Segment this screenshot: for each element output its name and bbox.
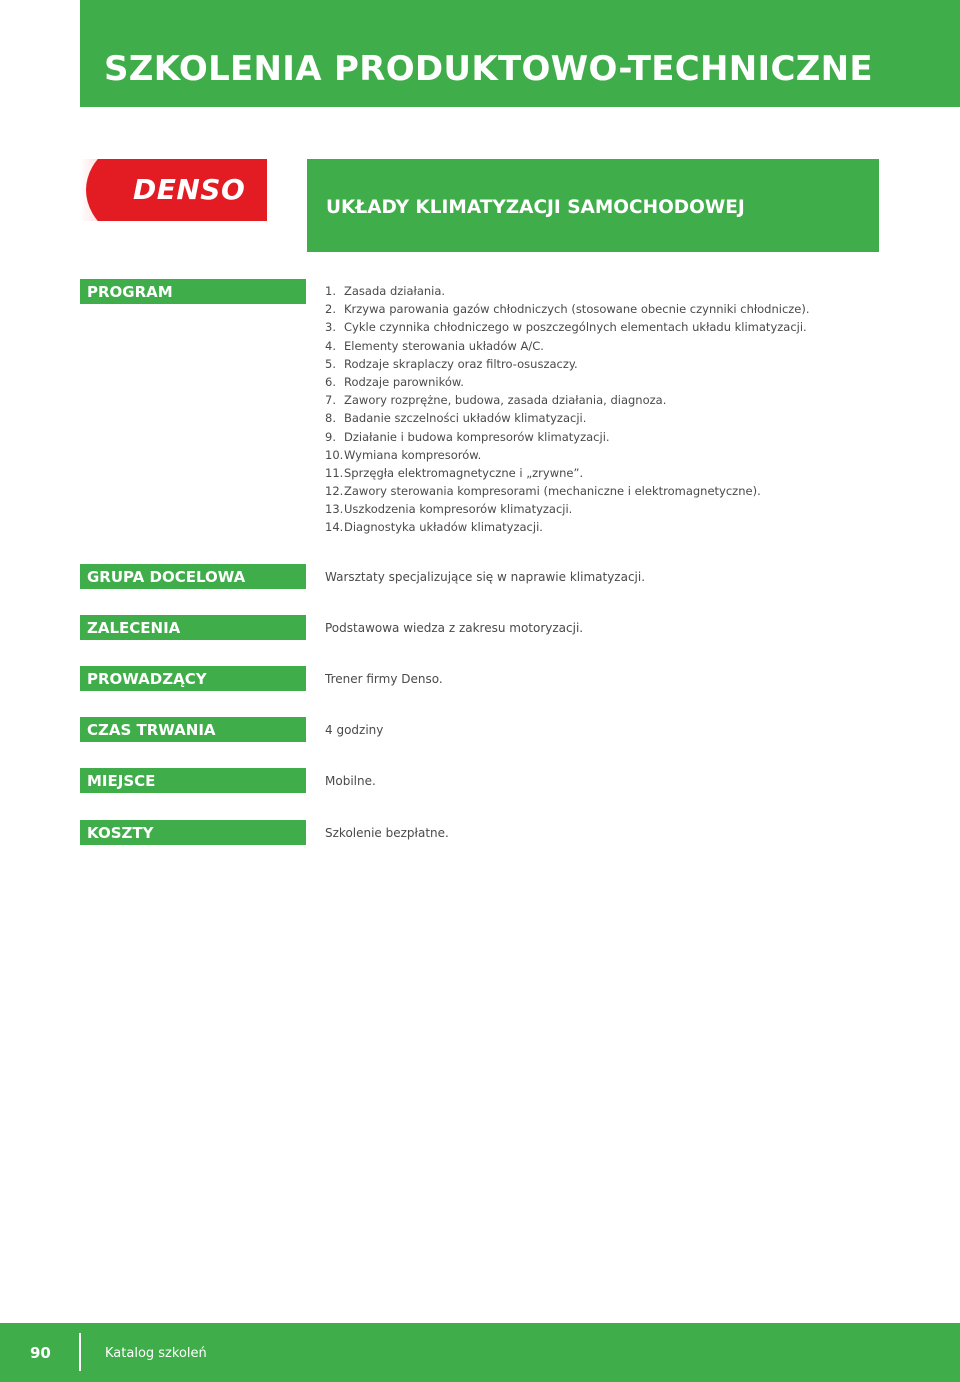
program-item-number: 4. <box>325 338 336 353</box>
recommendations-value: Podstawowa wiedza z zakresu motoryzacji. <box>325 621 584 635</box>
location-label: MIEJSCE <box>80 768 306 793</box>
program-item-number: 5. <box>325 356 336 371</box>
program-item <box>325 464 810 482</box>
program-item-text: Uszkodzenia kompresorów klimatyzacji. <box>344 502 573 517</box>
program-item <box>325 373 810 391</box>
target-group-label: GRUPA DOCELOWA <box>80 564 306 589</box>
program-item-text: Rodzaje skraplaczy oraz filtro-osuszaczy. <box>344 356 578 371</box>
program-item-number: 9. <box>325 429 336 444</box>
page-number: 90 <box>30 1344 51 1362</box>
program-item-number: 8. <box>325 411 336 426</box>
program-item <box>325 355 810 373</box>
program-label: PROGRAM <box>80 279 306 304</box>
costs-value: Szkolenie bezpłatne. <box>325 826 449 840</box>
program-item-text: Cykle czynnika chłodniczego w poszczególnych elementach układu klimatyzacji. <box>344 320 807 335</box>
program-item <box>325 337 810 355</box>
program-item-text: Zawory sterowania kompresorami (mechaniczne i elektromagnetyczne). <box>344 484 761 499</box>
program-item-number: 14. <box>325 520 344 535</box>
location-value: Mobilne. <box>325 774 376 788</box>
program-item-text: Wymiana kompresorów. <box>344 447 482 462</box>
program-item <box>325 446 810 464</box>
course-title: UKŁADY KLIMATYZACJI SAMOCHODOWEJ <box>326 197 745 218</box>
duration-label: CZAS TRWANIA <box>80 717 306 742</box>
program-item-number: 12. <box>325 484 344 499</box>
program-item-text: Zasada działania. <box>344 284 446 298</box>
program-item-text: Zawory rozprężne, budowa, zasada działania, diagnoza. <box>344 393 667 408</box>
program-item-number: 6. <box>325 374 336 389</box>
program-item-number: 2. <box>325 302 336 317</box>
footer-band <box>0 1323 960 1382</box>
logo-text: DENSO <box>133 173 246 206</box>
program-item-text: Diagnostyka układów klimatyzacji. <box>344 520 543 535</box>
program-item <box>325 409 810 427</box>
program-item-text: Sprzęgła elektromagnetyczne i „zrywne”. <box>344 465 584 480</box>
denso-logo <box>80 159 267 221</box>
program-item-text: Elementy sterowania układów A/C. <box>344 338 544 353</box>
program-item <box>325 282 810 300</box>
course-title-band <box>307 159 879 252</box>
program-item <box>325 482 810 500</box>
costs-label: KOSZTY <box>80 820 306 845</box>
program-item-number: 11. <box>325 465 344 480</box>
program-item-number: 10. <box>325 447 344 462</box>
duration-value: 4 godziny <box>325 723 384 737</box>
program-item-text: Działanie i budowa kompresorów klimatyzacji. <box>344 429 610 444</box>
footer-divider <box>79 1333 81 1371</box>
recommendations-label: ZALECENIA <box>80 615 306 640</box>
program-item <box>325 318 810 336</box>
footer-catalog-title: Katalog szkoleń <box>105 1346 207 1361</box>
program-item <box>325 500 810 518</box>
program-item-text: Krzywa parowania gazów chłodniczych (stosowane obecnie czynniki chłodnicze). <box>344 302 810 317</box>
program-item-text: Badanie szczelności układów klimatyzacji. <box>344 411 587 426</box>
trainer-value: Trener firmy Denso. <box>325 672 443 686</box>
target-group-value: Warsztaty specjalizujące się w naprawie klimatyzacji. <box>325 570 646 584</box>
program-item-number: 1. <box>325 284 336 298</box>
program-item-number: 3. <box>325 320 336 335</box>
program-item-number: 7. <box>325 393 336 408</box>
program-item-number: 13. <box>325 502 344 517</box>
program-item <box>325 518 810 536</box>
program-item <box>325 300 810 318</box>
header-band <box>80 0 960 107</box>
program-item <box>325 428 810 446</box>
program-item <box>325 391 810 409</box>
program-item-text: Rodzaje parowników. <box>344 374 464 389</box>
trainer-label: PROWADZĄCY <box>80 666 306 691</box>
page-title: SZKOLENIA PRODUKTOWO-TECHNICZNE <box>104 49 873 89</box>
program-list <box>325 282 810 537</box>
